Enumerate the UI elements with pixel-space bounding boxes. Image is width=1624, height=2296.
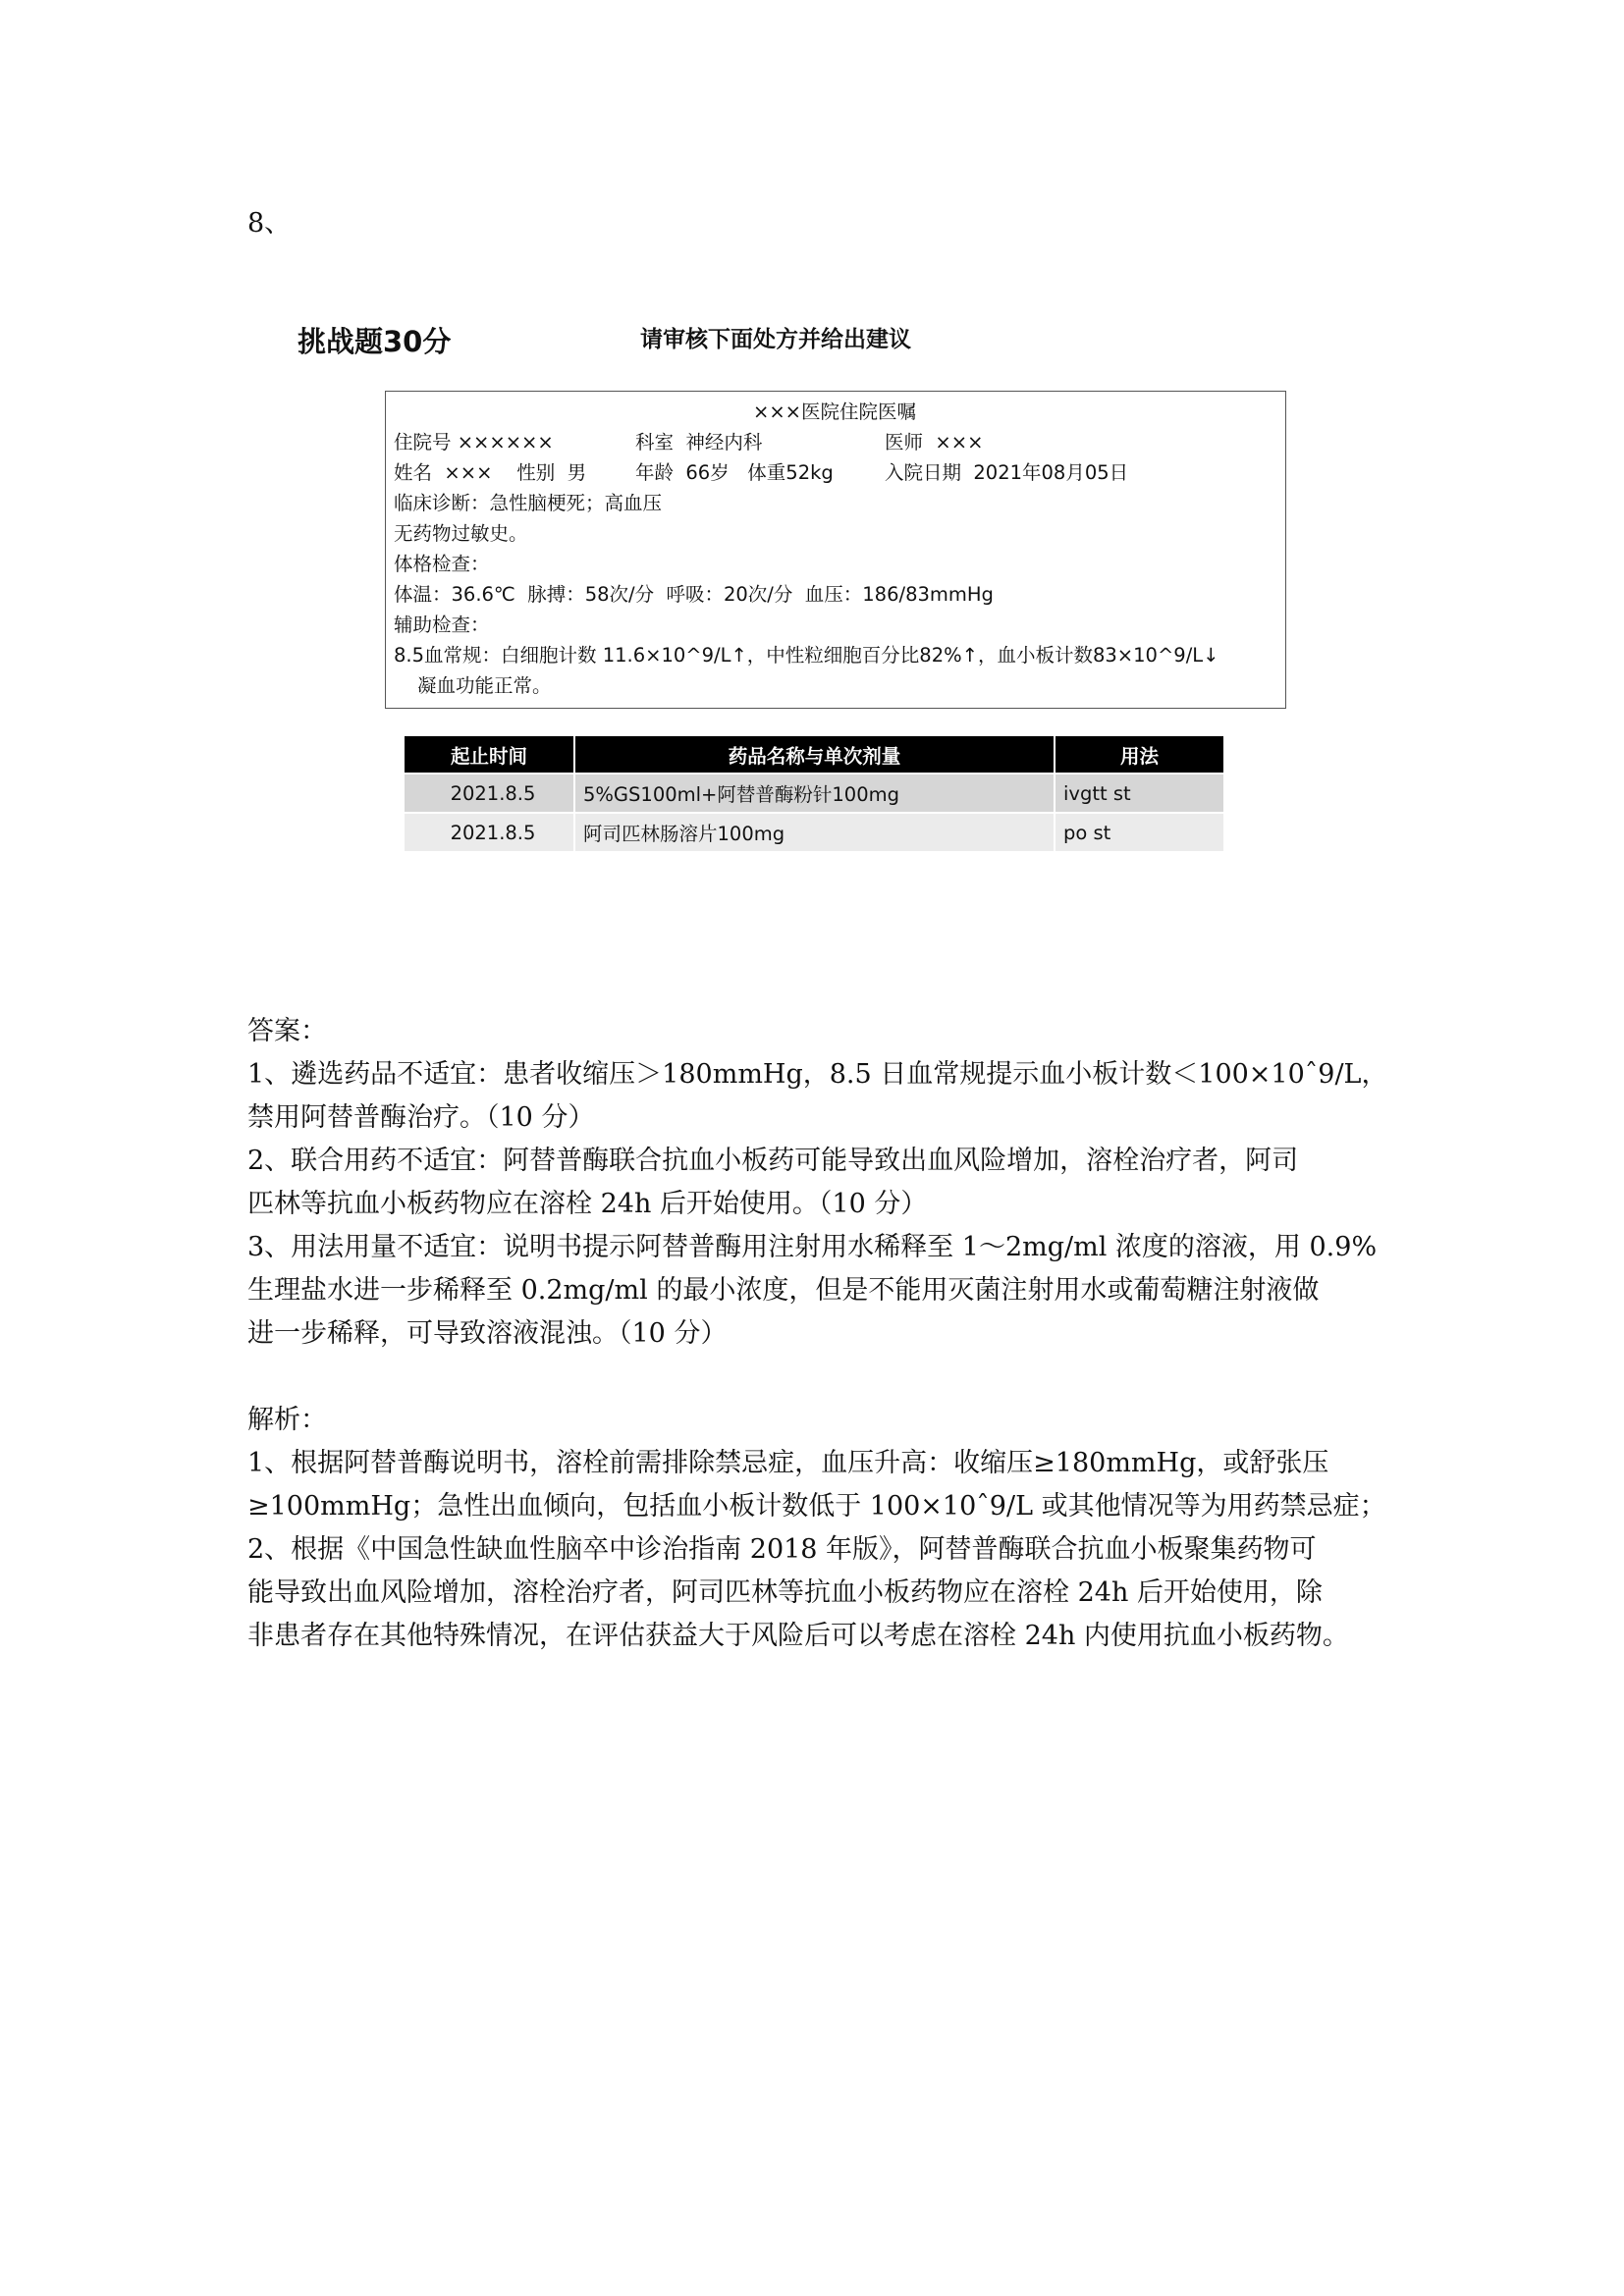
column-header-period: 起止时间 [405, 736, 574, 774]
analysis-line: 1、根据阿替普酶说明书，溶栓前需排除禁忌症，血压升高：收缩压≥180mmHg，或舒张压 [247, 1448, 1329, 1478]
challenge-title: 挑战题30分 [298, 325, 452, 358]
table-row [405, 774, 1223, 813]
analysis-line: 2、根据《中国急性缺血性脑卒中诊治指南 2018 年版》，阿替普酶联合抗血小板聚集药物可 [247, 1534, 1317, 1565]
department: 科室 神经内科 [635, 431, 763, 454]
column-header-usage: 用法 [1055, 736, 1223, 774]
analysis-line: 非患者存在其他特殊情况，在评估获益大于风险后可以考虑在溶栓 24h 内使用抗血小板药物。 [247, 1621, 1349, 1651]
patient-age-weight: 年龄 66岁 体重52kg [635, 461, 834, 484]
prescription-table [405, 736, 1223, 851]
column-header-drug: 药品名称与单次剂量 [574, 736, 1055, 774]
clinical-diagnosis: 临床诊断：急性脑梗死；高血压 [394, 492, 663, 514]
challenge-instruction: 请审核下面处方并给出建议 [640, 327, 911, 352]
answer-heading: 答案： [247, 1016, 327, 1046]
question-number: 8、 [247, 208, 292, 239]
answer-line: 2、联合用药不适宜：阿替普酶联合抗血小板药可能导致出血风险增加，溶栓治疗者，阿司 [247, 1146, 1299, 1176]
physical-exam-label: 体格检查： [394, 553, 490, 575]
table-row [405, 813, 1223, 851]
cell-usage: po st [1055, 813, 1223, 851]
blood-routine: 8.5血常规：白细胞计数 11.6×10^9/L↑，中性粒细胞百分比82%↑，血小板计数83×10^9/L↓ [394, 644, 1219, 667]
coagulation-result: 凝血功能正常。 [417, 674, 552, 697]
auxiliary-exam-label: 辅助检查： [394, 614, 490, 636]
analysis-line: ≥100mmHg；急性出血倾向，包括血小板计数低于 100×10ˆ9/L 或其他情况等为用药禁忌症； [247, 1491, 1386, 1522]
order-sheet-title: ×××医院住院医嘱 [753, 400, 917, 423]
answer-line: 1、遴选药品不适宜：患者收缩压＞180mmHg，8.5 日血常规提示血小板计数＜100×10ˆ9/L， [247, 1059, 1388, 1090]
patient-name-sex: 姓名 ××× 性别 男 [394, 461, 587, 484]
doctor: 医师 ××× [885, 431, 984, 454]
cell-drug: 阿司匹林肠溶片100mg [574, 813, 1055, 851]
answer-line: 进一步稀释，可导致溶液混浊。（10 分） [247, 1318, 728, 1349]
inpatient-order-sheet [385, 391, 1286, 709]
admission-number: 住院号 ×××××× [394, 431, 554, 454]
table-header-row [405, 736, 1223, 774]
cell-period: 2021.8.5 [405, 813, 574, 851]
cell-period: 2021.8.5 [405, 774, 574, 813]
cell-drug: 5%GS100ml+阿替普酶粉针100mg [574, 774, 1055, 813]
allergy-history: 无药物过敏史。 [394, 522, 528, 545]
answer-line: 禁用阿替普酶治疗。（10 分） [247, 1102, 595, 1133]
answer-line: 匹林等抗血小板药物应在溶栓 24h 后开始使用。（10 分） [247, 1189, 928, 1219]
analysis-heading: 解析： [247, 1405, 327, 1435]
answer-line: 生理盐水进一步稀释至 0.2mg/ml 的最小浓度，但是不能用灭菌注射用水或葡萄糖注射液做 [247, 1275, 1320, 1306]
answer-line: 3、用法用量不适宜：说明书提示阿替普酶用注射用水稀释至 1～2mg/ml 浓度的溶液，用 0.9% [247, 1232, 1378, 1262]
analysis-line: 能导致出血风险增加，溶栓治疗者，阿司匹林等抗血小板药物应在溶栓 24h 后开始使用，除 [247, 1577, 1323, 1608]
vital-signs: 体温：36.6℃ 脉搏：58次/分 呼吸：20次/分 血压：186/83mmHg [394, 583, 994, 606]
admission-date: 入院日期 2021年08月05日 [885, 461, 1129, 484]
cell-usage: ivgtt st [1055, 774, 1223, 813]
